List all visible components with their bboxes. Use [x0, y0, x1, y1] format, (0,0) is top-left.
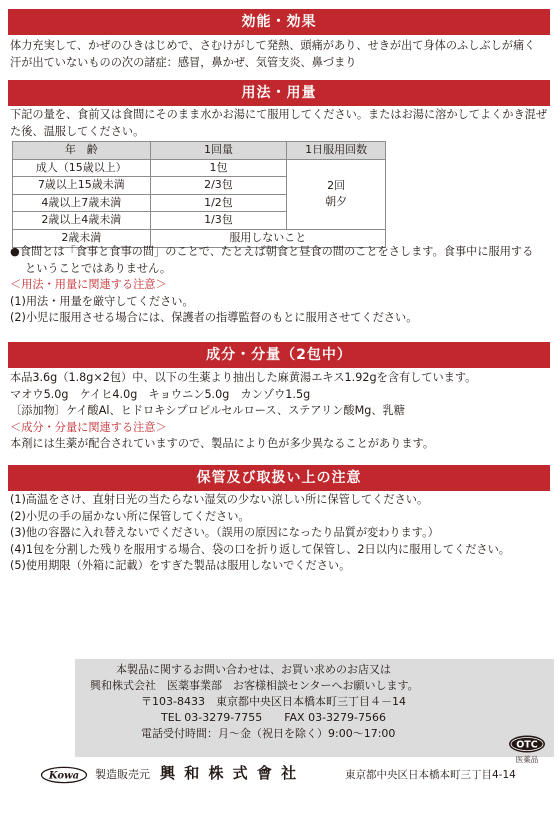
company-address: 東京都中央区日本橋本町三丁目4-14 — [345, 769, 516, 781]
efficacy-text — [10, 38, 554, 71]
dosage-table — [12, 141, 386, 248]
usage-line: た後、温服してください。 — [10, 124, 145, 138]
table-cell-age: 4歳以上7歳未満 — [13, 194, 151, 212]
table-header-times: 1日服用回数 — [287, 142, 386, 160]
kowa-logo-icon — [40, 766, 88, 784]
table-cell-dose: 1包 — [150, 159, 287, 177]
usage-caution: (1)用法・用量を厳守してください。 — [10, 294, 194, 308]
table-row — [13, 159, 386, 177]
times-count: 2回 — [327, 179, 346, 193]
storage-text — [10, 492, 554, 575]
usage-line: 下記の量を、食前又は食間にそのまま水かお湯にて服用してください。またはお湯に溶かしてよくかき混ぜ — [10, 108, 548, 121]
efficacy-line: 体力充実して、かぜのひきはじめで、さむけがして発熱、頭痛があり、せきが出て身体のふしぶしが痛く — [10, 39, 536, 52]
usage-note-line: ということではありません。 — [25, 261, 172, 275]
table-cell-dose: 2/3包 — [150, 177, 287, 195]
contact-hours: 電話受付時間：月～金（祝日を除く）9:00～17:00 — [141, 727, 396, 740]
contact-address: 〒103-8433 東京都中央区日本橋本町三丁目４－14 — [141, 695, 406, 708]
usage-note-line: 食間とは「食事と食事の間」のことで、たとえば朝食と昼食の間のことをさします。食事中に服用する — [19, 245, 534, 258]
table-header-dose: 1回量 — [150, 142, 287, 160]
storage-item: (2)小児の手の届かない所に保管してください。 — [10, 509, 250, 523]
ingredients-text — [10, 370, 554, 453]
ingredients-caution: 本剤には生薬が配合されていますので、製品により色が多少異なることがあります。 — [10, 437, 435, 451]
ingredients-caution-heading: ＜成分・分量に関連する注意＞ — [10, 420, 167, 434]
usage-note — [10, 244, 554, 327]
ingredients-line: 本品3.6g（1.8g×2包）中、以下の生薬より抽出した麻黄湯エキス1.92gを含有しています。 — [10, 371, 477, 384]
contact-box — [75, 659, 554, 757]
usage-heading: 用法・用量 — [8, 80, 550, 106]
usage-caution-heading: ＜用法・用量に関連する注意＞ — [10, 278, 167, 292]
contact-phone-fax: TEL 03-3279-7755 FAX 03-3279-7566 — [161, 711, 387, 724]
storage-item: (1)高温をさけ、直射日光の当たらない湿気の少ない涼しい所に保管してください。 — [10, 493, 429, 506]
otc-label: 医薬品 — [515, 755, 539, 764]
table-cell-age: 7歳以上15歳未満 — [13, 177, 151, 195]
usage-text — [10, 107, 554, 140]
storage-item: (5)使用期限（外箱に記載）をすぎた製品は服用しないでください。 — [10, 559, 351, 573]
storage-heading: 保管及び取扱い上の注意 — [8, 465, 550, 491]
ingredients-line: 〔添加物〕ケイ酸Al、ヒドロキシプロピルセルロース、ステアリン酸Mg、乳糖 — [10, 404, 405, 418]
table-cell-dose: 1/3包 — [150, 212, 287, 230]
ingredients-heading: 成分・分量（2包中） — [8, 342, 550, 368]
company-name: 興 和 株 式 會 社 — [160, 764, 299, 782]
table-cell-age: 成人（15歳以上） — [13, 159, 151, 177]
efficacy-line: 汗が出ていないものの次の諸症：感冒，鼻かぜ、気管支炎、鼻づまり — [10, 55, 357, 69]
manufacturer-role: 製造販売元 — [95, 768, 150, 781]
table-cell-age: 2歳未満 — [13, 229, 151, 247]
times-when: 朝夕 — [325, 195, 348, 209]
storage-item: (3)他の容器に入れ替えないでください。（誤用の原因になったり品質が変わります。） — [10, 526, 439, 540]
otc-badge-icon — [506, 735, 548, 765]
table-cell-dose: 1/2包 — [150, 194, 287, 212]
table-cell-times — [287, 159, 386, 229]
storage-item: (4)1包を分割した残りを服用する場合、袋の口を折り返して保管し、2日以内に服用してください。 — [10, 542, 510, 556]
bullet: ● — [10, 245, 20, 258]
table-header-row — [13, 142, 386, 160]
kowa-logo-text: Kowa — [48, 770, 80, 782]
table-header-age: 年 齢 — [13, 142, 151, 160]
contact-line: 興和株式会社 医薬事業部 お客様相談センターへお願いします。 — [90, 679, 419, 692]
ingredients-line: マオウ5.0g ケイヒ4.0g キョウニン5.0g カンゾウ1.5g — [10, 387, 311, 401]
usage-caution: (2)小児に服用させる場合には、保護者の指導監督のもとに服用させてください。 — [10, 311, 418, 325]
table-cell-age: 2歳以上4歳未満 — [13, 212, 151, 230]
contact-line: 本製品に関するお問い合わせは、お買い求めのお店又は — [116, 663, 391, 676]
footer — [0, 765, 560, 785]
otc-badge — [506, 735, 548, 765]
efficacy-heading: 効能・効果 — [8, 9, 550, 35]
otc-mark: OTC — [516, 739, 538, 751]
table-cell-note: 服用しないこと — [150, 229, 385, 247]
